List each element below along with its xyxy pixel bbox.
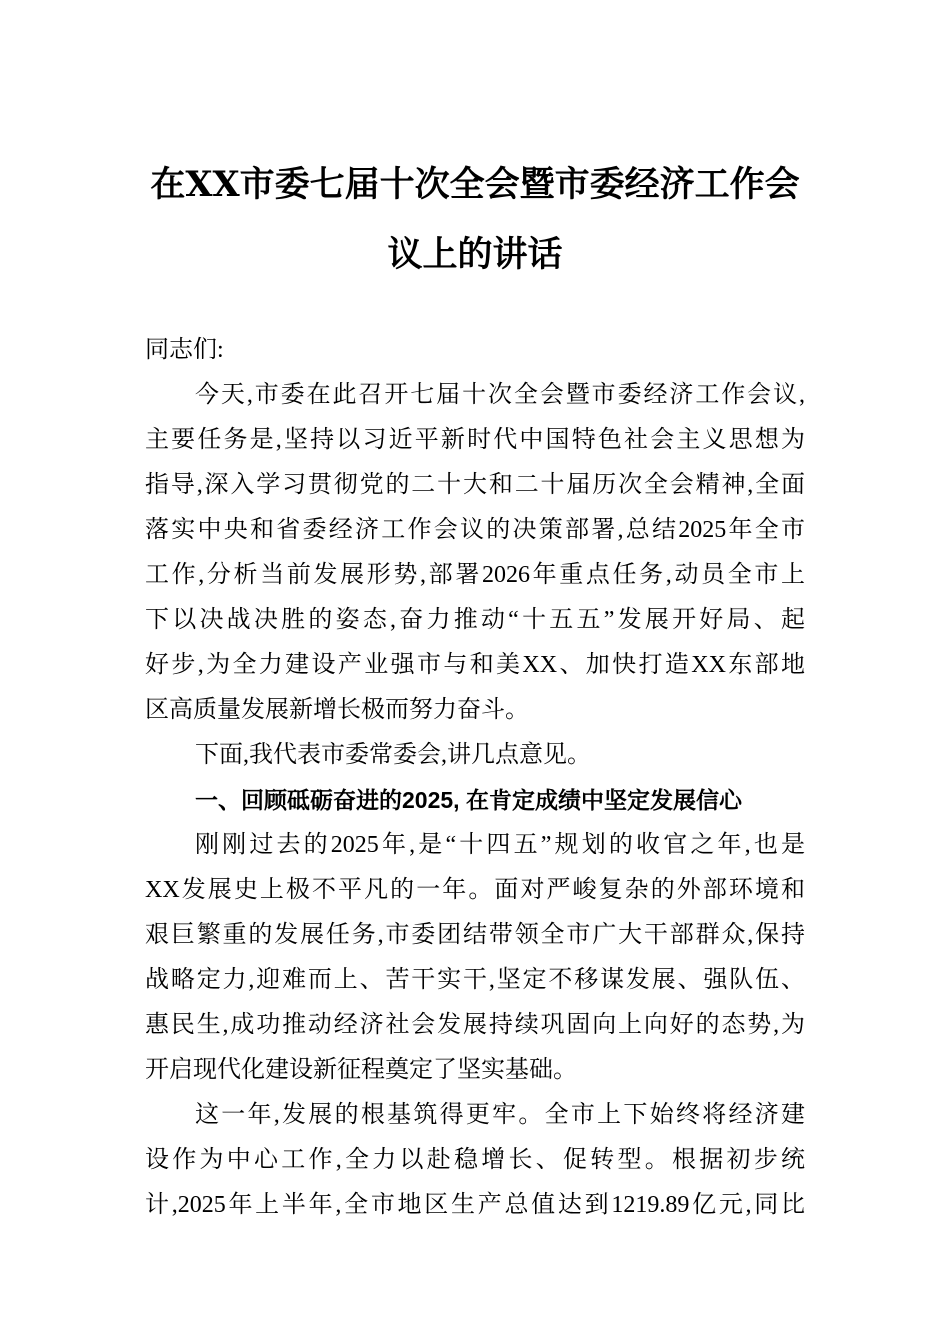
document-title-line-1: 在XX市委七届十次全会暨市委经济工作会 (150, 164, 800, 205)
document-body (145, 328, 805, 1228)
salutation: 同志们: (145, 337, 224, 363)
text-line: 今天,市委在此召开七届十次全会暨市委经济工作会议, (195, 382, 805, 408)
paragraph (145, 733, 805, 778)
text-line: 刚刚过去的2025年,是“十四五”规划的收官之年,也是 (195, 832, 805, 858)
text-line: 工作,分析当前发展形势,部署2026年重点任务,动员全市上 (145, 562, 805, 588)
paragraph (145, 1093, 805, 1228)
text-line: 艰巨繁重的发展任务,市委团结带领全市广大干部群众,保持 (145, 922, 805, 948)
text-line: 下面,我代表市委常委会,讲几点意见。 (195, 742, 591, 768)
paragraph (145, 823, 805, 1093)
text-line: 设作为中心工作,全力以赴稳增长、促转型。根据初步统 (145, 1147, 805, 1173)
text-line: 惠民生,成功推动经济社会发展持续巩固向上向好的态势,为 (145, 1012, 805, 1038)
text-line: 落实中央和省委经济工作会议的决策部署,总结2025年全市 (145, 517, 805, 543)
text-line: 一、回顾砥砺奋进的2025, 在肯定成绩中坚定发展信心 (195, 787, 742, 813)
text-line: 这一年,发展的根基筑得更牢。全市上下始终将经济建 (195, 1102, 805, 1128)
text-line: 战略定力,迎难而上、苦干实干,坚定不移谋发展、强队伍、 (145, 967, 805, 993)
text-line: XX发展史上极不平凡的一年。面对严峻复杂的外部环境和 (145, 877, 805, 903)
text-line: 指导,深入学习贯彻党的二十大和二十届历次全会精神,全面 (145, 472, 805, 498)
document-title-line-2: 议上的讲话 (387, 234, 563, 275)
section-heading (145, 778, 805, 823)
text-line: 主要任务是,坚持以习近平新时代中国特色社会主义思想为 (145, 427, 805, 453)
text-line: 下以决战决胜的姿态,奋力推动“十五五”发展开好局、起 (145, 607, 805, 633)
text-line: 开启现代化建设新征程奠定了坚实基础。 (145, 1057, 577, 1083)
text-line: 好步,为全力建设产业强市与和美XX、加快打造XX东部地 (145, 652, 805, 678)
text-line: 区高质量发展新增长极而努力奋斗。 (145, 697, 529, 723)
paragraph (145, 373, 805, 733)
text-line: 计,2025年上半年,全市地区生产总值达到1219.89亿元,同比 (145, 1192, 805, 1218)
